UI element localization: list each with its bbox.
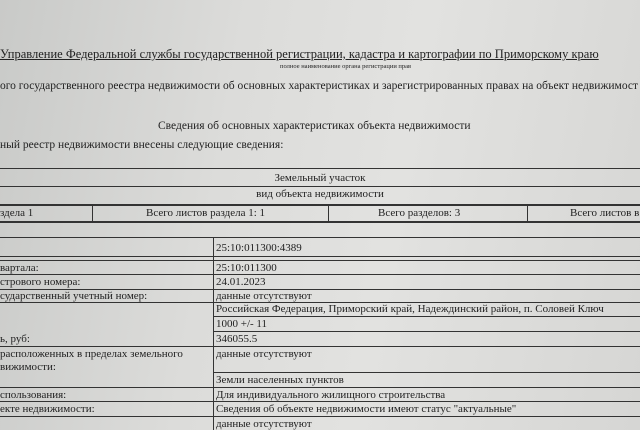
- row-label: стрового номера:: [0, 276, 81, 288]
- extra-info: данные отсутствуют: [216, 418, 312, 430]
- permitted-use: Для индивидуального жилищного строительства: [216, 389, 446, 401]
- sheets-in-section: Всего листов раздела 1: 1: [146, 207, 266, 219]
- quarter-number: 25:10:011300: [216, 262, 277, 274]
- sheet-number: здела 1: [0, 207, 34, 219]
- cadastral-number: 25:10:011300:4389: [216, 242, 302, 254]
- row-label: расположенных в пределах земельного: [0, 348, 183, 360]
- objects-within: данные отсутствуют: [216, 348, 312, 360]
- authority-caption: полное наименование органа регистрации прав: [280, 63, 412, 70]
- land-category: Земли населенных пунктов: [216, 374, 344, 386]
- section-heading: Сведения об основных характеристиках объекта недвижимости: [158, 120, 471, 132]
- cadastral-value: 346055.5: [216, 333, 258, 345]
- row-label: вартала:: [0, 262, 39, 274]
- total-sheets: Всего листов в: [570, 207, 640, 219]
- divider: [0, 186, 640, 187]
- object-type-caption: вид объекта недвижимости: [256, 188, 384, 200]
- row-label: екте недвижимости:: [0, 403, 95, 415]
- row-label: вижимости:: [0, 361, 56, 373]
- area: 1000 +/- 11: [216, 318, 268, 330]
- extract-title: ого государственного реестра недвижимости об основных характеристиках и зарегистрированных правах на объект недвижимост: [0, 80, 638, 92]
- divider: [0, 204, 640, 206]
- row-label: сударственный учетный номер:: [0, 290, 148, 302]
- row-label: спользования:: [0, 389, 67, 401]
- intro-text: ный реестр недвижимости внесены следующие сведения:: [0, 139, 284, 151]
- object-status: Сведения об объекте недвижимости имеют статус "актуальные": [216, 403, 517, 415]
- assignment-date: 24.01.2023: [216, 276, 266, 288]
- row-label: ь, руб:: [0, 333, 30, 345]
- total-sections: Всего разделов: 3: [378, 207, 461, 219]
- state-number: данные отсутствуют: [216, 290, 312, 302]
- authority-name: Управление Федеральной службы государственной регистрации, кадастра и картографии по Приморскому краю: [0, 47, 599, 61]
- address: Российская Федерация, Приморский край, Надеждинский район, п. Соловей Ключ: [216, 303, 604, 315]
- object-type: Земельный участок: [274, 172, 366, 184]
- divider: [0, 168, 640, 169]
